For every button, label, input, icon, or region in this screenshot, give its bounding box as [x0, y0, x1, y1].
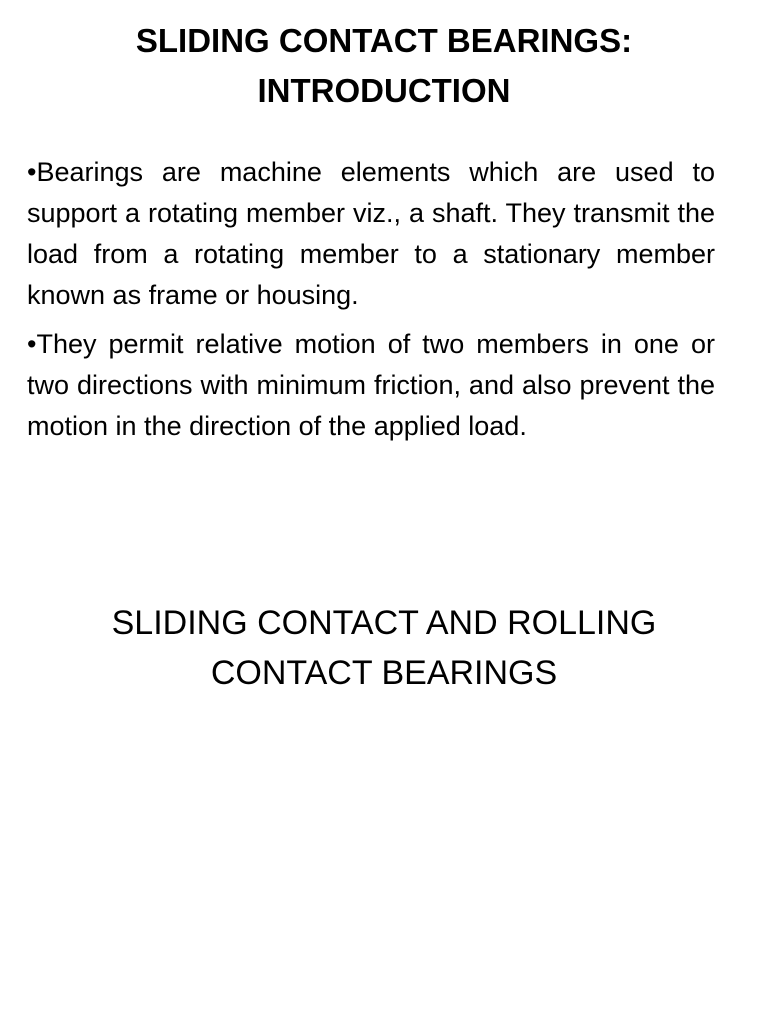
bullet-list — [27, 152, 715, 455]
next-slide-title-line-2: CONTACT BEARINGS — [210, 654, 558, 692]
slide-title — [40, 16, 728, 116]
next-slide-title — [40, 598, 728, 698]
bullet-item: •They permit relative motion of two members in one or two directions with minimum friction, and also prevent the motion in the direction of the applied load. — [27, 329, 715, 441]
slide-title-line-2: INTRODUCTION — [257, 72, 511, 109]
slide-title-line-1: SLIDING CONTACT BEARINGS: — [135, 22, 633, 59]
next-slide-title-line-1: SLIDING CONTACT AND ROLLING — [111, 604, 657, 642]
bullet-item: •Bearings are machine elements which are used to support a rotating member viz., a shaft. They transmit the load from a rotating member to a stationary member known as frame or housing. — [27, 157, 715, 310]
